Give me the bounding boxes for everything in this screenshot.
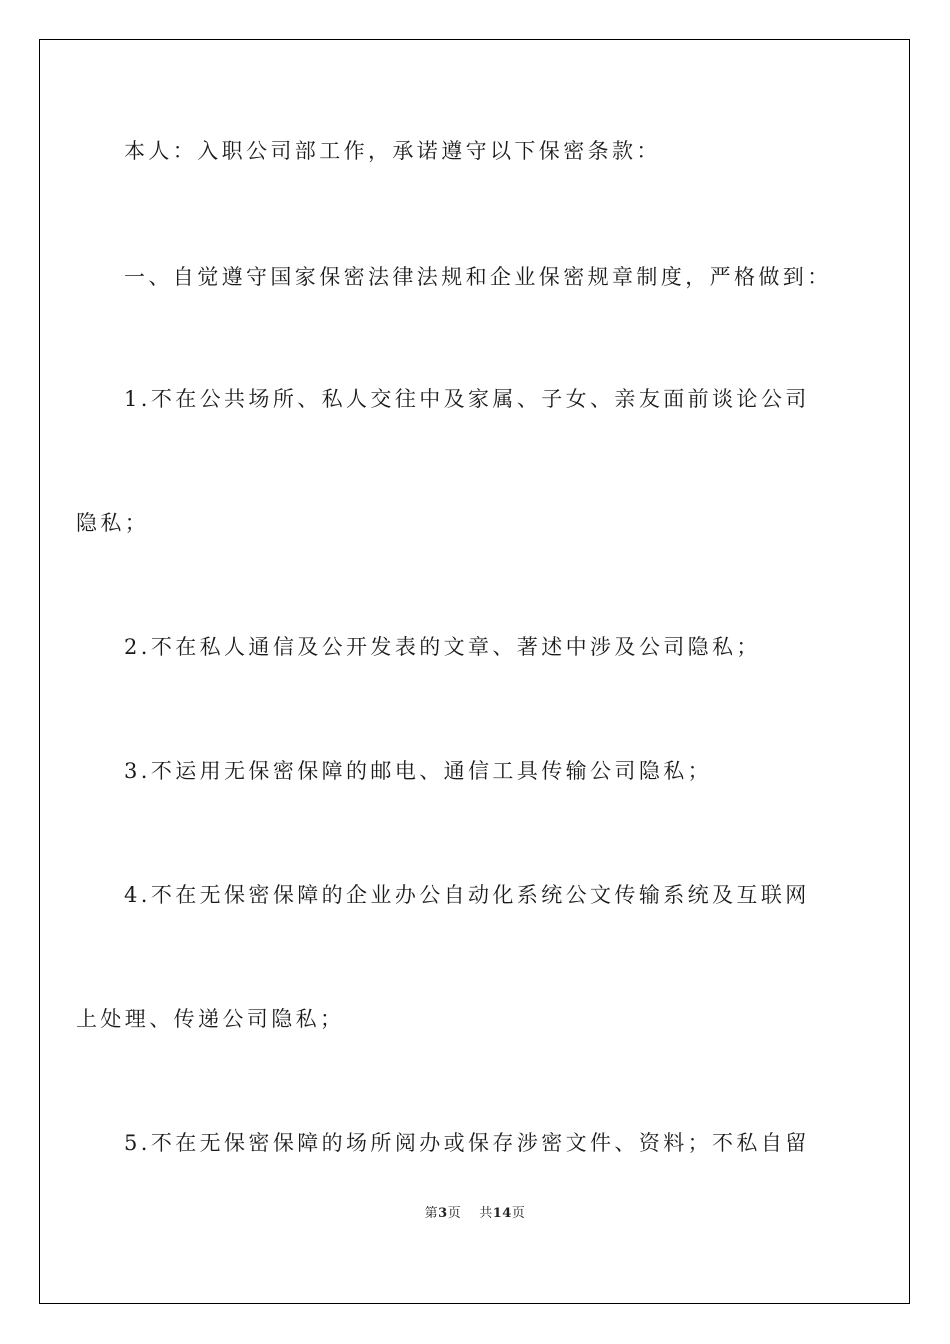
paragraph-item-1: 1.不在公共场所、私人交往中及家属、子女、亲友面前谈论公司 (124, 387, 810, 411)
total-pages: 14 (492, 1206, 512, 1221)
paragraph-item-5: 5.不在无保密保障的场所阅办或保存涉密文件、资料；不私自留 (124, 1131, 810, 1155)
page-prefix: 第 (424, 1206, 439, 1221)
paragraph-item-4: 4.不在无保密保障的企业办公自动化系统公文传输系统及互联网 (124, 883, 810, 907)
paragraph-item-4-continued: 上处理、传递公司隐私； (76, 1007, 345, 1031)
total-suffix: 页 (511, 1206, 526, 1221)
page-number: 3 (438, 1206, 448, 1221)
page-border (39, 39, 910, 1304)
paragraph-item-3: 3.不运用无保密保障的邮电、通信工具传输公司隐私； (124, 759, 713, 783)
page-suffix: 页 (447, 1206, 462, 1221)
paragraph-item-2: 2.不在私人通信及公开发表的文章、著述中涉及公司隐私； (124, 635, 761, 659)
paragraph-intro: 本人：入职公司部工作，承诺遵守以下保密条款： (124, 139, 661, 163)
paragraph-item-1-continued: 隐私； (76, 511, 150, 535)
total-prefix: 共 (479, 1206, 493, 1221)
paragraph-section-one: 一、自觉遵守国家保密法律法规和企业保密规章制度，严格做到： (124, 265, 832, 289)
page-footer (0, 1205, 950, 1223)
